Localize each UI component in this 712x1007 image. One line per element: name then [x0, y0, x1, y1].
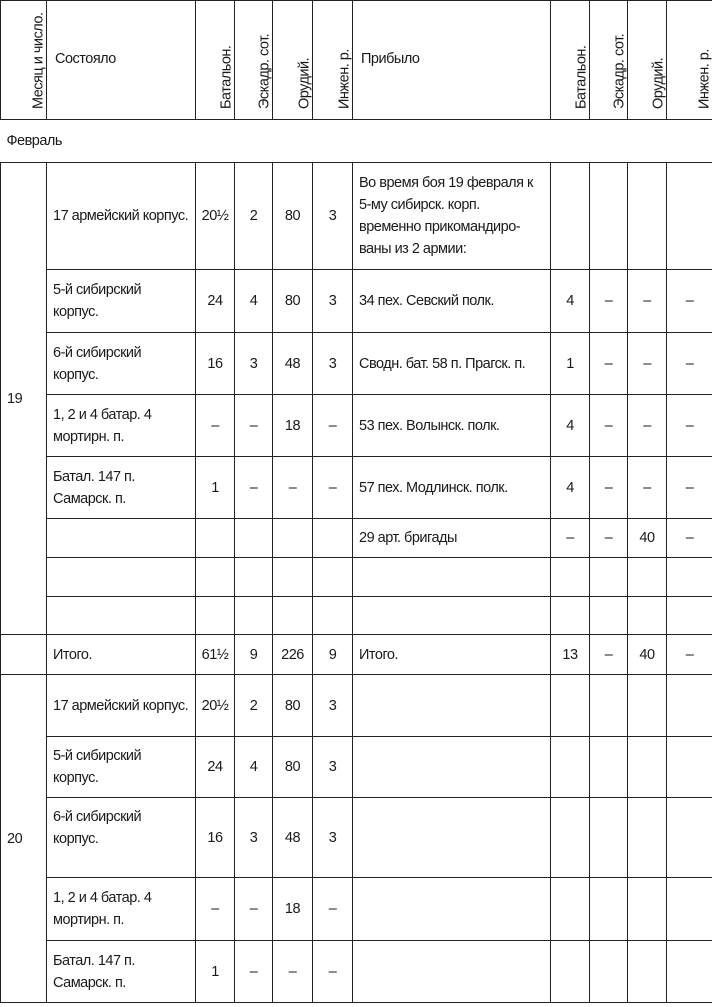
esk2-total: – [590, 635, 628, 675]
bat2-value: 4 [551, 270, 590, 333]
esk-value: – [235, 878, 273, 941]
inzh-value: 3 [313, 270, 353, 333]
table-row [1, 333, 712, 395]
inzh-value: – [313, 457, 353, 519]
inzh2-value: – [667, 333, 712, 395]
inzh2-value: – [667, 457, 712, 519]
orud2-total: 40 [628, 635, 667, 675]
esk-value: 4 [235, 737, 273, 798]
orud-value: – [273, 457, 313, 519]
col-arrived-header: Прибыло [353, 1, 551, 120]
esk2-value: – [590, 457, 628, 519]
esk-value: 2 [235, 675, 273, 737]
bat-value: 24 [196, 737, 235, 798]
orud2-value: – [628, 333, 667, 395]
bat-value: 1 [196, 457, 235, 519]
bat-value: 16 [196, 798, 235, 878]
esk2-value: – [590, 270, 628, 333]
bat2-value [551, 163, 590, 270]
orud-value: 80 [273, 270, 313, 333]
table-row [1, 941, 712, 1003]
arrived-name: Сводн. бат. 58 п. Прагск. п. [353, 333, 551, 395]
bat-value: 20½ [196, 675, 235, 737]
orud2-value: 40 [628, 519, 667, 558]
inzh2-value [667, 163, 712, 270]
state-name: 17 армейский корпус. [47, 163, 196, 270]
esk-value [235, 519, 273, 558]
inzh-value: 3 [313, 737, 353, 798]
bat2-total: 13 [551, 635, 590, 675]
state-name: 1, 2 и 4 батар. 4 мортирн. п. [47, 395, 196, 457]
arrived-name: Во время боя 19 февраля к 5-му сибирск. корп. временно прикомандиро-ваны из 2 армии: [353, 163, 551, 270]
inzh-value: 3 [313, 163, 353, 270]
col-inzh-header: Инжен. р. [313, 1, 353, 120]
col-orud2-header: Орудий. [628, 1, 667, 120]
total-label: Итого. [47, 635, 196, 675]
orud-value: 80 [273, 675, 313, 737]
state-name: 1, 2 и 4 батар. 4 мортирн. п. [47, 878, 196, 941]
bat-value: – [196, 395, 235, 457]
inzh-value: 3 [313, 333, 353, 395]
inzh-value: 3 [313, 798, 353, 878]
col-state-header: Состояло [47, 1, 196, 120]
inzh2-value: – [667, 519, 712, 558]
bat-value: 24 [196, 270, 235, 333]
table-row [1, 798, 712, 878]
state-name [47, 519, 196, 558]
esk-total: 9 [235, 635, 273, 675]
col-esk2-header: Эскадр. сот. [590, 1, 628, 120]
orud-value: 18 [273, 878, 313, 941]
esk2-value: – [590, 333, 628, 395]
table-row [1, 395, 712, 457]
orud-value: 18 [273, 395, 313, 457]
bat2-value: – [551, 519, 590, 558]
col-orud-header: Орудий. [273, 1, 313, 120]
esk-value: 4 [235, 270, 273, 333]
orud-value: 80 [273, 737, 313, 798]
bat2-value: 4 [551, 395, 590, 457]
esk2-value: – [590, 519, 628, 558]
section-month: Февраль [1, 120, 712, 163]
arrived-name: 34 пех. Севский полк. [353, 270, 551, 333]
day-cell: 20 [1, 675, 47, 1003]
esk2-value: – [590, 395, 628, 457]
day-cell: 19 [1, 163, 47, 635]
table-row [1, 737, 712, 798]
state-name: Батал. 147 п. Самарск. п. [47, 941, 196, 1003]
inzh2-total: – [667, 635, 712, 675]
arrived-name: 53 пех. Волынск. полк. [353, 395, 551, 457]
table-row [1, 457, 712, 519]
esk-value: – [235, 941, 273, 1003]
total-label: Итого. [353, 635, 551, 675]
inzh-value: – [313, 941, 353, 1003]
inzh2-value: – [667, 395, 712, 457]
table-row [1, 597, 712, 635]
col-bat2-header: Батальон. [551, 1, 590, 120]
esk-value: 2 [235, 163, 273, 270]
bat-value: 1 [196, 941, 235, 1003]
state-name: 17 армейский корпус. [47, 675, 196, 737]
arrived-name: 57 пех. Модлинск. полк. [353, 457, 551, 519]
orud2-value [628, 163, 667, 270]
day-cell [1, 635, 47, 675]
esk-value: 3 [235, 798, 273, 878]
esk2-value [590, 163, 628, 270]
bat-value: 20½ [196, 163, 235, 270]
col-bat-header: Батальон. [196, 1, 235, 120]
orud-value: 80 [273, 163, 313, 270]
bat-value: 16 [196, 333, 235, 395]
inzh-total: 9 [313, 635, 353, 675]
table-row [1, 519, 712, 558]
state-name: Батал. 147 п. Самарск. п. [47, 457, 196, 519]
inzh-value: – [313, 878, 353, 941]
total-row [1, 635, 712, 675]
table-row [1, 270, 712, 333]
orud-value: 48 [273, 333, 313, 395]
bat2-value: 4 [551, 457, 590, 519]
inzh2-value: – [667, 270, 712, 333]
esk-value: 3 [235, 333, 273, 395]
table-row [1, 558, 712, 597]
table-row [1, 878, 712, 941]
esk-value: – [235, 457, 273, 519]
arrived-name: 29 арт. бригады [353, 519, 551, 558]
col-month-header: Месяц и число. [1, 1, 47, 120]
esk-value: – [235, 395, 273, 457]
orud2-value: – [628, 270, 667, 333]
orud-value: – [273, 941, 313, 1003]
inzh-value [313, 519, 353, 558]
table-row [1, 675, 712, 737]
header-row [1, 1, 712, 120]
section-row [1, 120, 712, 163]
orud2-value: – [628, 395, 667, 457]
state-name: 5-й сибирский корпус. [47, 270, 196, 333]
bat-total: 61½ [196, 635, 235, 675]
table-row [1, 163, 712, 270]
state-name: 6-й сибирский корпус. [47, 798, 196, 878]
bat-value: – [196, 878, 235, 941]
col-esk-header: Эскадр. сот. [235, 1, 273, 120]
orud2-value: – [628, 457, 667, 519]
orud-value: 48 [273, 798, 313, 878]
col-inzh2-header: Инжен. р. [667, 1, 712, 120]
inzh-value: – [313, 395, 353, 457]
state-name: 5-й сибирский корпус. [47, 737, 196, 798]
bat-value [196, 519, 235, 558]
bat2-value: 1 [551, 333, 590, 395]
orud-total: 226 [273, 635, 313, 675]
orud-value [273, 519, 313, 558]
state-name: 6-й сибирский корпус. [47, 333, 196, 395]
inzh-value: 3 [313, 675, 353, 737]
